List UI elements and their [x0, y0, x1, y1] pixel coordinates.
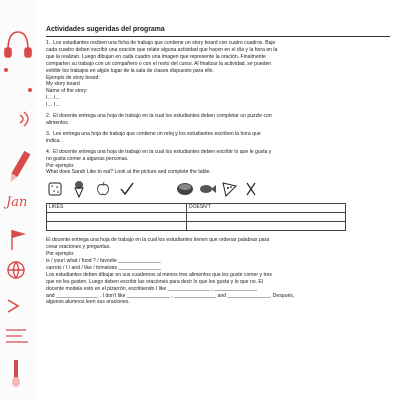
- item-text-line: exhibir los trabajos en algún lugar de la sala de clases dispuesto para ello.: [46, 67, 214, 74]
- food-pictures-row: [46, 178, 390, 200]
- arrow-icon: [8, 300, 18, 312]
- item-text-line: El docente entrega una hoja de trabajo en la cual los estudiantes deben escribir lo que le gusta y: [53, 148, 272, 155]
- sound-wave-icon: [20, 115, 23, 123]
- cross-icon: [242, 180, 260, 198]
- page-title: Actividades sugeridas del programa: [46, 26, 165, 33]
- item-text-line: cada cuadro deben escribir una oración que relate alguna actividad que hacen en el día y la hora en la: [46, 46, 278, 53]
- text-line: and _______________ . I don't like _______________ , _______________ and _______________. Después,: [46, 292, 295, 299]
- doesnt-header: DOESN'T: [187, 204, 346, 213]
- item-text-line: no gusta comer a algunas personas.: [46, 155, 129, 162]
- globe-icon: [8, 262, 24, 278]
- activity-item-1: [46, 40, 390, 109]
- table-row: [47, 204, 346, 213]
- example-line: My story board: [46, 81, 80, 88]
- sidebar-jan-text: Jan: [6, 195, 28, 210]
- text-line: algunos alumnos leen sus oraciones.: [46, 299, 130, 306]
- text-line: docente modela esto en el pizarrón, escribiendo I like _______________ , _______________: [46, 285, 257, 292]
- text-line: que no les gusten. Luego deben escribir las oraciones para decir lo que les gusta y lo que no. El: [46, 278, 263, 285]
- text-line: crear oraciones y preguntas.: [46, 244, 111, 251]
- item-text-line: alimentos.: [46, 119, 70, 126]
- item-number: 3.: [46, 130, 51, 137]
- item-text-line: indica.: [46, 137, 61, 144]
- final-activities: [46, 237, 390, 306]
- text-line: is / your/ what / food ? / favorite _______________: [46, 258, 161, 265]
- pizza-slice-icon: [220, 180, 238, 198]
- item-text-line: que la realizan. Luego dibujan en cada cuadro una imagen que represente la oración. Finalmente: [46, 53, 266, 60]
- text-line: El docente entrega una hoja de trabajo en la cual los estudiantes tienen que ordenar palabras para: [46, 237, 270, 244]
- sidebar-doodles: [0, 0, 36, 400]
- item-text-line: El docente entrega una hoja de trabajo en la cual los estudiantes deben completar un puzzle con: [53, 113, 272, 120]
- table-row: [47, 222, 346, 231]
- text-line: Por ejemplo:: [46, 251, 75, 258]
- item-text-line: comparten su trabajo con un compañero o con el resto del curso. Al finalizar la actividad, se pueden: [46, 60, 272, 67]
- cake-icon: [176, 180, 194, 198]
- example-line: I… I…: [46, 95, 61, 102]
- flag-icon: [12, 230, 26, 250]
- example-label: Ejemplo de story board:: [46, 74, 100, 81]
- apple-icon: [94, 180, 112, 198]
- example-line: I… I…: [46, 102, 61, 109]
- cookie-icon: [46, 180, 64, 198]
- item-text-line: Les entrega una hoja de trabajo que contiene un reloj y los estudiantes escriben la hora que: [53, 130, 261, 137]
- activity-item-3: [46, 131, 390, 145]
- dot-icon: [28, 88, 32, 92]
- headphones-icon: [5, 32, 31, 57]
- example-line: Name of the story:: [46, 88, 88, 95]
- text-line: carrots / I / and / like / tomatoes _______________: [46, 264, 161, 271]
- item-text-line: Los estudiantes reciben una ficha de trabajo que contiene un story board con cuatro cuadros. Bajo: [53, 40, 276, 46]
- document-body: [46, 26, 390, 306]
- activity-item-4: [46, 149, 390, 177]
- activity-item-2: [46, 113, 390, 127]
- decorative-sidebar: [0, 0, 36, 400]
- notes-icon: [6, 330, 28, 342]
- fish-icon: [198, 180, 216, 198]
- example-line: What does Sarah Like to eat? Look at the picture and complete the table.: [46, 169, 211, 176]
- title-divider: [46, 36, 390, 37]
- likes-header: LIKES: [47, 204, 187, 213]
- dot-icon: [4, 68, 8, 72]
- item-number: 4.: [46, 148, 51, 155]
- example-label: Por ejemplo:: [46, 162, 75, 169]
- checkmark-icon: [118, 180, 136, 198]
- paintbrush-icon: [12, 360, 20, 387]
- likes-table: [46, 203, 346, 231]
- ice-cream-icon: [70, 180, 88, 198]
- item-number: 2.: [46, 113, 51, 120]
- item-number: 1.: [46, 40, 51, 46]
- text-line: Los estudiantes deben dibujar en sus cuadernos al menos tres alimentos que les guste comer y tres: [46, 271, 272, 278]
- pencil-icon: [7, 151, 30, 184]
- table-row: [47, 213, 346, 222]
